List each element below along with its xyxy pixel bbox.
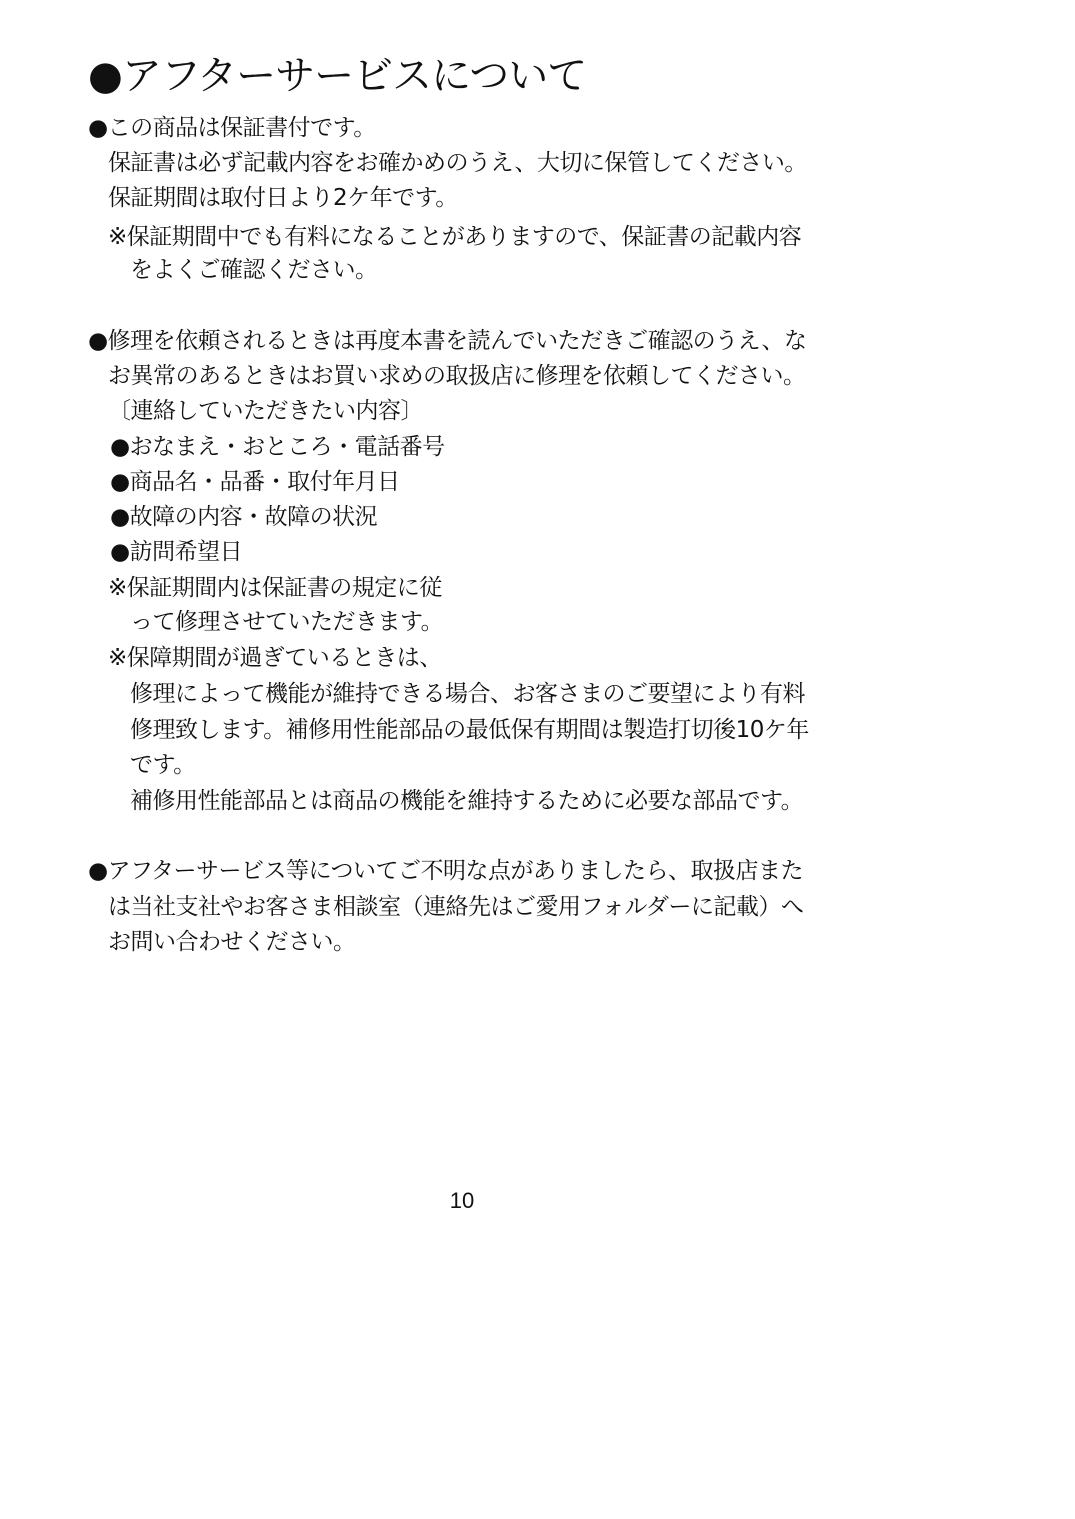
contact-item: ●商品名・品番・取付年月日	[110, 469, 400, 495]
warranty-note-line-1: ※保証期間中でも有料になることがありますので、保証書の記載内容	[108, 224, 802, 250]
repair-heading: ●修理を依頼されるときは再度本書を読んでいただきご確認のうえ、な	[88, 328, 807, 354]
contact-item: ●故障の内容・故障の状況	[110, 504, 378, 530]
contact-item: ●おなまえ・おところ・電話番号	[110, 434, 445, 460]
contact-title: 〔連絡していただきたい内容〕	[108, 398, 423, 424]
warranty-heading: ●この商品は保証書付です。	[88, 115, 376, 141]
repair-line-2: お異常のあるときはお買い求めの取扱店に修理を依頼してください。	[108, 363, 806, 389]
repair-note-1-line-2: って修理させていただきます。	[130, 609, 444, 635]
contact-item: ●訪問希望日	[110, 539, 243, 565]
inquiry-line-1: ●アフターサービス等についてご不明な点がありましたら、取扱店また	[88, 858, 803, 884]
repair-note-2-line-2: 修理によって機能が維持できる場合、お客さまのご要望により有料	[130, 681, 805, 707]
page-number: 10	[449, 1188, 475, 1213]
repair-note-1-line-1: ※保証期間内は保証書の規定に従	[108, 575, 442, 601]
repair-note-2-line-4: です。	[130, 752, 196, 778]
repair-note-2-line-5: 補修用性能部品とは商品の機能を維持するために必要な部品です。	[130, 788, 804, 814]
repair-note-2-line-1: ※保障期間が過ぎているときは、	[108, 645, 442, 671]
repair-note-2-line-3: 修理致します。補修用性能部品の最低保有期間は製造打切後10ケ年	[130, 717, 809, 743]
warranty-note-line-2: をよくご確認ください。	[130, 257, 378, 283]
page-title: ●アフターサービスについて	[88, 53, 587, 99]
warranty-line-2: 保証期間は取付日より2ケ年です。	[108, 185, 458, 211]
warranty-line-1: 保証書は必ず記載内容をお確かめのうえ、大切に保管してください。	[108, 150, 807, 176]
inquiry-line-3: お問い合わせください。	[108, 929, 356, 955]
inquiry-line-2: は当社支社やお客さま相談室（連絡先はご愛用フォルダーに記載）へ	[108, 894, 804, 920]
